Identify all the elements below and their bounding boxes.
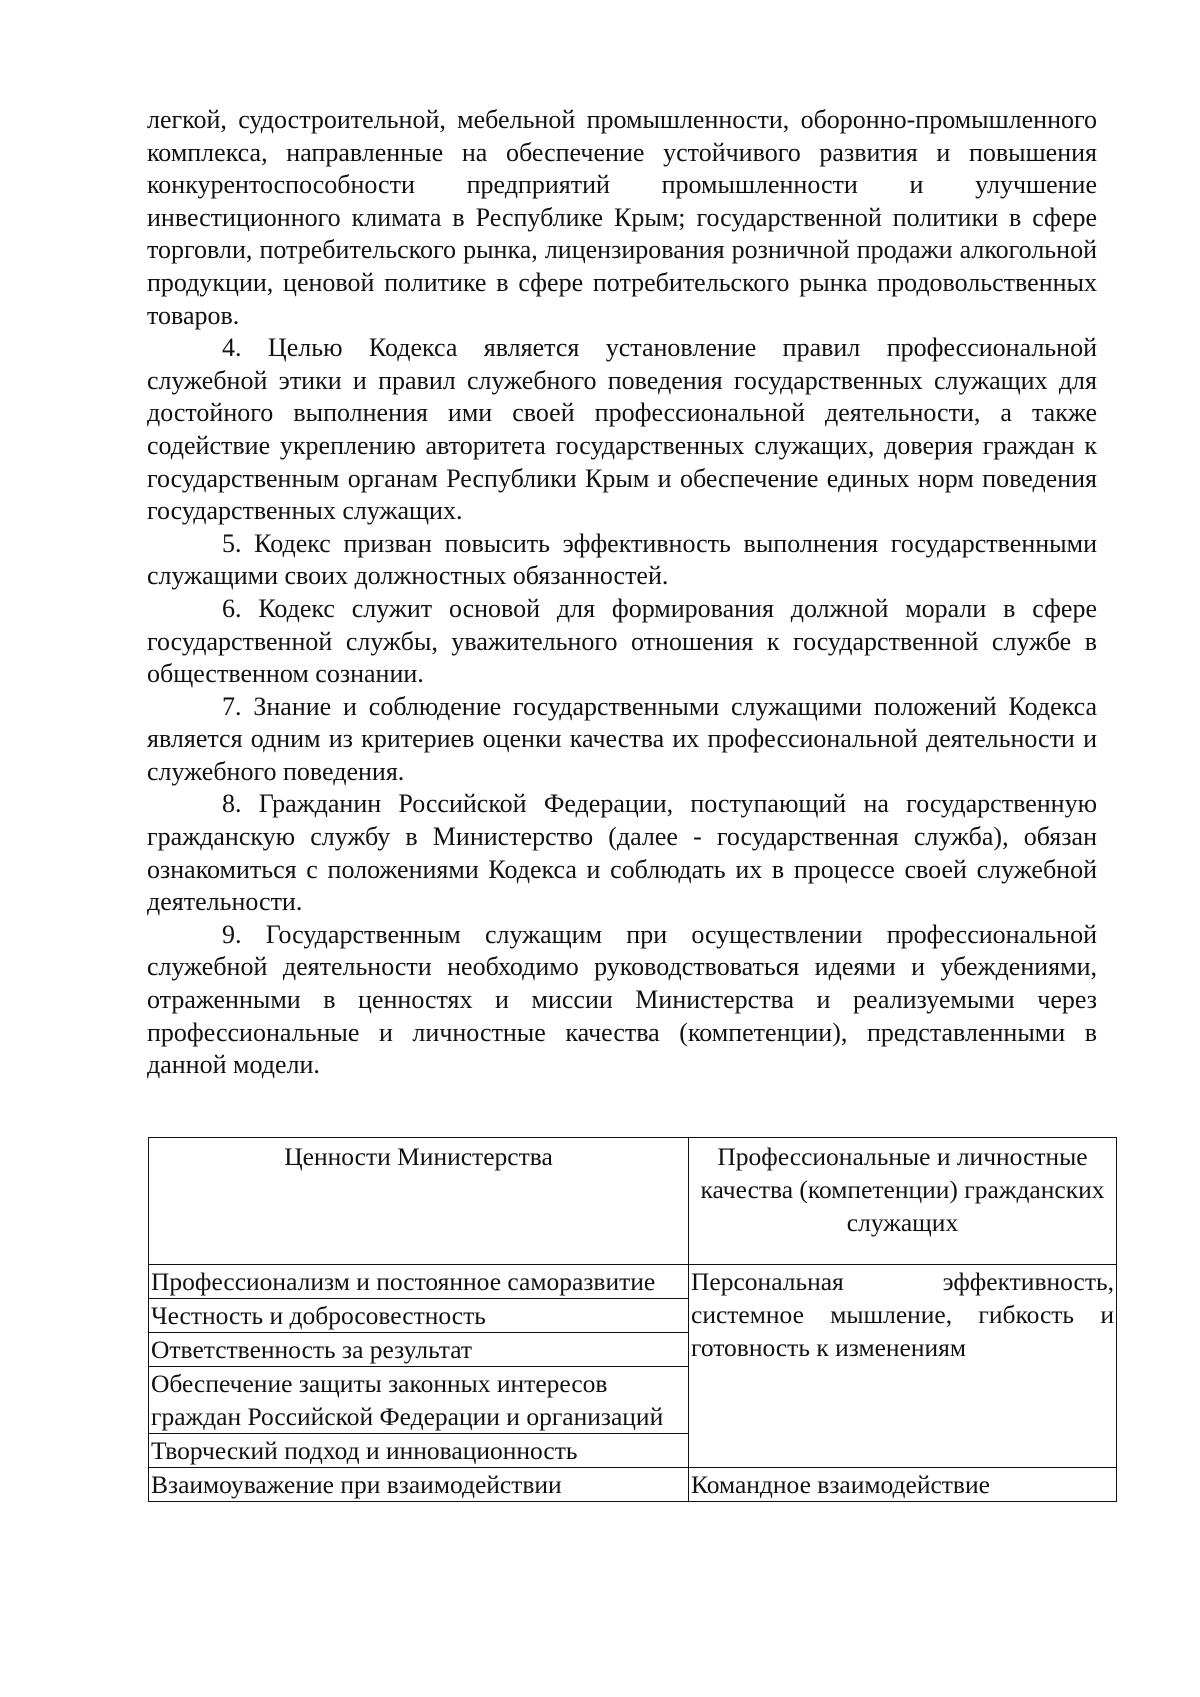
- document-body: [147, 104, 1097, 1082]
- paragraph-6: 6. Кодекс служит основой для формирования должной морали в сфере государственной службы, уважительного отношения к государственной службе в общественном сознании.: [147, 593, 1097, 689]
- paragraph-8: 8. Гражданин Российской Федерации, поступающий на государственную гражданскую службу в Министерство (далее - государственная служба), обязан ознакомиться с положениями Кодекса и соблюдать их в процессе своей служебной деятельности.: [147, 789, 1097, 917]
- header-competencies: Профессиональные и личностные качества (компетенции) гражданских служащих: [689, 1138, 1117, 1265]
- values-competencies-table: [148, 1137, 1117, 1502]
- value-cell: Профессионализм и постоянное саморазвитие: [149, 1265, 689, 1299]
- value-cell: Честность и добросовестность: [149, 1299, 689, 1333]
- competency-cell-personal-effectiveness: Персональная эффективность, системное мышление, гибкость и готовность к изменениям: [689, 1265, 1117, 1468]
- table-header-row: [149, 1138, 1117, 1265]
- value-cell: Взаимоуважение при взаимодействии: [149, 1468, 689, 1502]
- paragraph-5: 5. Кодекс призван повысить эффективность выполнения государственными служащими своих должностных обязанностей.: [147, 528, 1097, 591]
- paragraph-7: 7. Знание и соблюдение государственными служащими положений Кодекса является одним из критериев оценки качества их профессиональной деятельности и служебного поведения.: [147, 691, 1097, 786]
- competency-cell-teamwork: Командное взаимодействие: [689, 1468, 1117, 1502]
- value-cell: Обеспечение защиты законных интересов граждан Российской Федерации и организаций: [149, 1367, 689, 1434]
- header-ministry-values: Ценности Министерства: [149, 1138, 689, 1265]
- paragraph-4: 4. Целью Кодекса является установление правил профессиональной служебной этики и правил служебного поведения государственных служащих для достойного выполнения ими своей профессиональной деятельности, а также содействие укреплению авторитета государственных служащих, доверия граждан к государственным органам Республики Крым и обеспечение единых норм поведения государственных служащих.: [147, 333, 1097, 526]
- table-row: [149, 1265, 1117, 1299]
- value-cell: Творческий подход и инновационность: [149, 1434, 689, 1468]
- paragraph-continuation: легкой, судостроительной, мебельной промышленности, оборонно-промышленного комплекса, направленные на обеспечение устойчивого развития и повышения конкурентоспособности предприятий промышленности и улучшение инвестиционного климата в Республике Крым; государственной политики в сфере торговли, потребительского рынка, лицензирования розничной продажи алкогольной продукции, ценовой политике в сфере потребительского рынка продовольственных товаров.: [147, 105, 1097, 330]
- value-cell: Ответственность за результат: [149, 1333, 689, 1367]
- paragraph-9: 9. Государственным служащим при осуществлении профессиональной служебной деятельности необходимо руководствоваться идеями и убеждениями, отраженными в ценностях и миссии Министерства и реализуемыми через профессиональные и личностные качества (компетенции), представленными в данной модели.: [147, 919, 1097, 1080]
- table-row: [149, 1468, 1117, 1502]
